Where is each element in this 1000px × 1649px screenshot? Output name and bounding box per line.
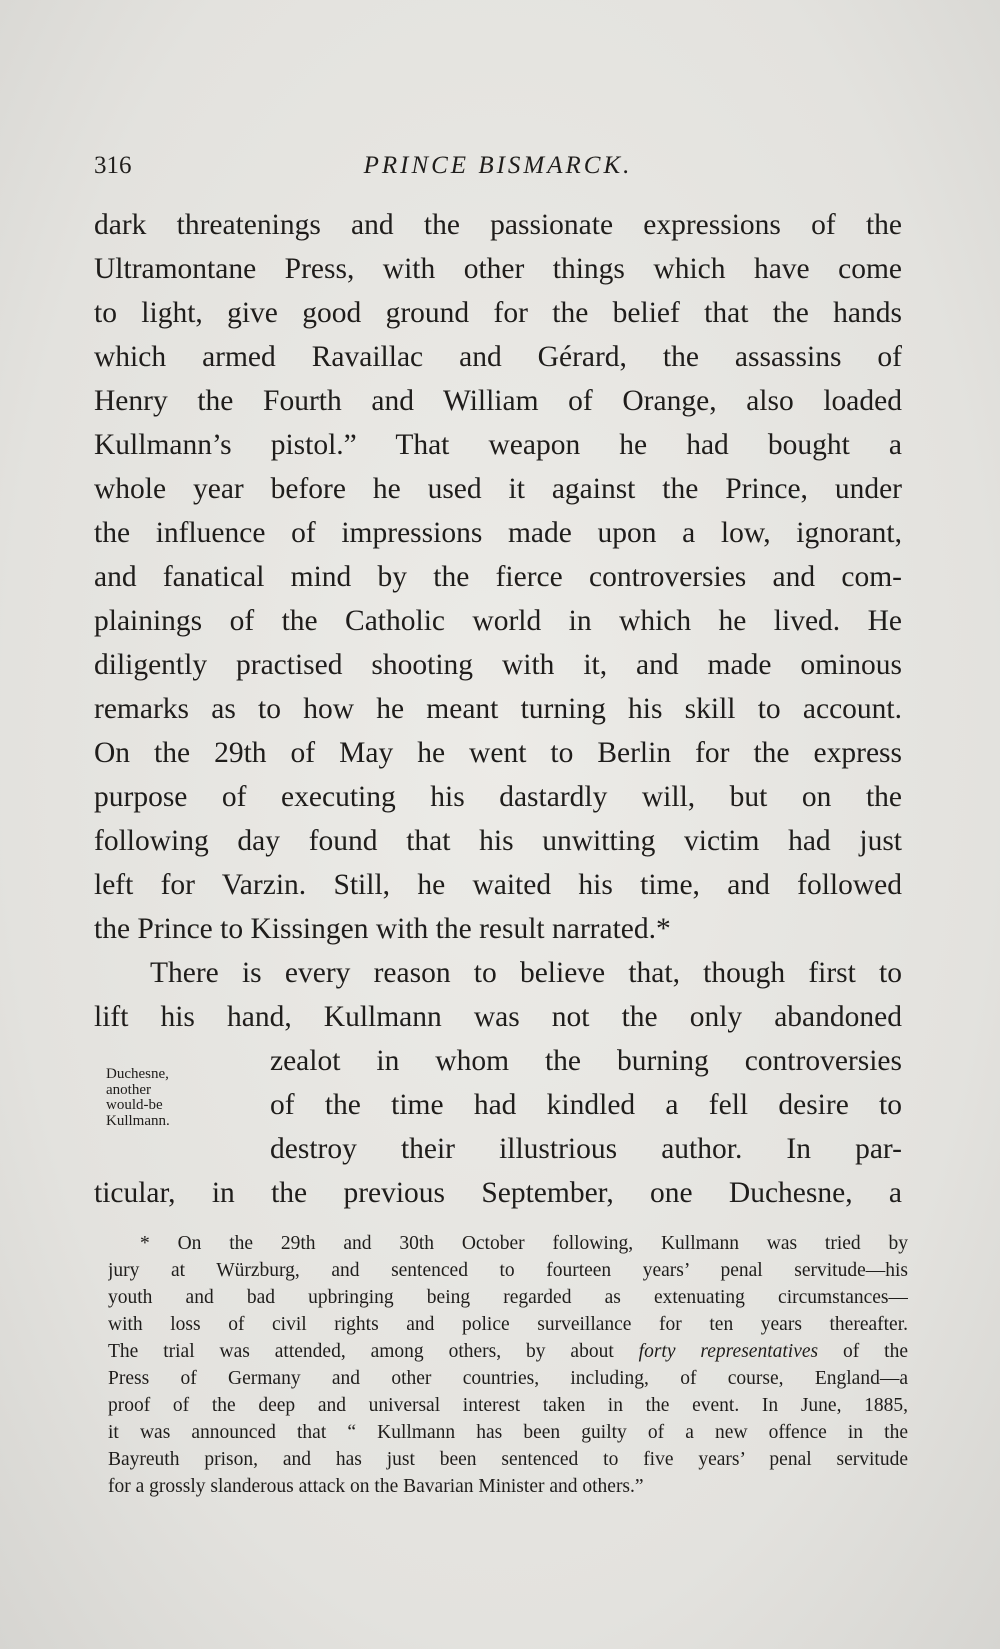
text-line: diligently practised shooting with it, and made ominous <box>94 649 902 681</box>
margin-note-line: would-be <box>106 1097 163 1113</box>
text-line: left for Varzin. Still, he waited his time, and followed <box>94 869 902 901</box>
footnote <box>108 1230 908 1500</box>
page-number: 316 <box>94 152 132 179</box>
text-line: lift his hand, Kullmann was not the only abandoned <box>94 1001 902 1033</box>
text-line: and fanatical mind by the fierce controversies and com- <box>94 561 902 593</box>
text-line: purpose of executing his dastardly will, but on the <box>94 781 902 813</box>
footnote-text: The trial was attended, among others, by about <box>108 1341 639 1362</box>
text-line: ticular, in the previous September, one Duchesne, a <box>94 1177 902 1209</box>
footnote-line: Bayreuth prison, and has just been sentenced to five years’ penal servitude <box>108 1449 908 1470</box>
text-line: whole year before he used it against the Prince, under <box>94 473 902 505</box>
text-line: the Prince to Kissingen with the result narrated.* <box>94 913 671 945</box>
text-line: following day found that his unwitting victim had just <box>94 825 902 857</box>
text-line: On the 29th of May he went to Berlin for the express <box>94 737 902 769</box>
text-line: plainings of the Catholic world in which he lived. He <box>94 605 902 637</box>
text-line: There is every reason to believe that, though first to <box>150 957 902 989</box>
text-line: Ultramontane Press, with other things which have come <box>94 253 902 285</box>
footnote-italic-text: forty representatives <box>638 1341 819 1362</box>
footnote-text: of the <box>818 1341 908 1362</box>
text-line: zealot in whom the burning controversies <box>270 1045 902 1077</box>
footnote-line: for a grossly slanderous attack on the Bavarian Minister and others.” <box>108 1476 644 1497</box>
footnote-line: it was announced that “ Kullmann has been guilty of a new offence in the <box>108 1422 908 1443</box>
margin-note-line: Duchesne, <box>106 1066 169 1082</box>
text-line: remarks as to how he meant turning his skill to account. <box>94 693 902 725</box>
footnote-line: * On the 29th and 30th October following, Kullmann was tried by <box>140 1233 908 1254</box>
text-line: to light, give good ground for the belief that the hands <box>94 297 902 329</box>
margin-note-line: another <box>106 1081 151 1098</box>
body-text <box>94 203 902 1215</box>
text-line: the influence of impressions made upon a low, ignorant, <box>94 517 902 549</box>
text-line: Kullmann’s pistol.” That weapon he had bought a <box>94 429 902 461</box>
footnote-line: with loss of civil rights and police surveillance for ten years thereafter. <box>108 1314 908 1335</box>
footnote-line: Press of Germany and other countries, including, of course, England—a <box>108 1368 908 1389</box>
text-line: destroy their illustrious author. In par- <box>270 1133 902 1165</box>
footnote-line <box>108 1338 908 1365</box>
text-line: which armed Ravaillac and Gérard, the assassins of <box>94 341 902 373</box>
footnote-line: proof of the deep and universal interest taken in the event. In June, 1885, <box>108 1395 908 1416</box>
page-header <box>94 152 902 186</box>
margin-note <box>106 1067 236 1129</box>
text-line: of the time had kindled a fell desire to <box>270 1089 902 1121</box>
footnote-line: jury at Würzburg, and sentenced to fourteen years’ penal servitude—his <box>108 1260 908 1281</box>
text-line: Henry the Fourth and William of Orange, also loaded <box>94 385 902 417</box>
text-line: dark threatenings and the passionate expressions of the <box>94 209 902 241</box>
margin-note-line: Kullmann. <box>106 1112 170 1129</box>
footnote-line: youth and bad upbringing being regarded as extenuating circumstances— <box>108 1287 908 1308</box>
running-head: PRINCE BISMARCK. <box>363 152 633 179</box>
